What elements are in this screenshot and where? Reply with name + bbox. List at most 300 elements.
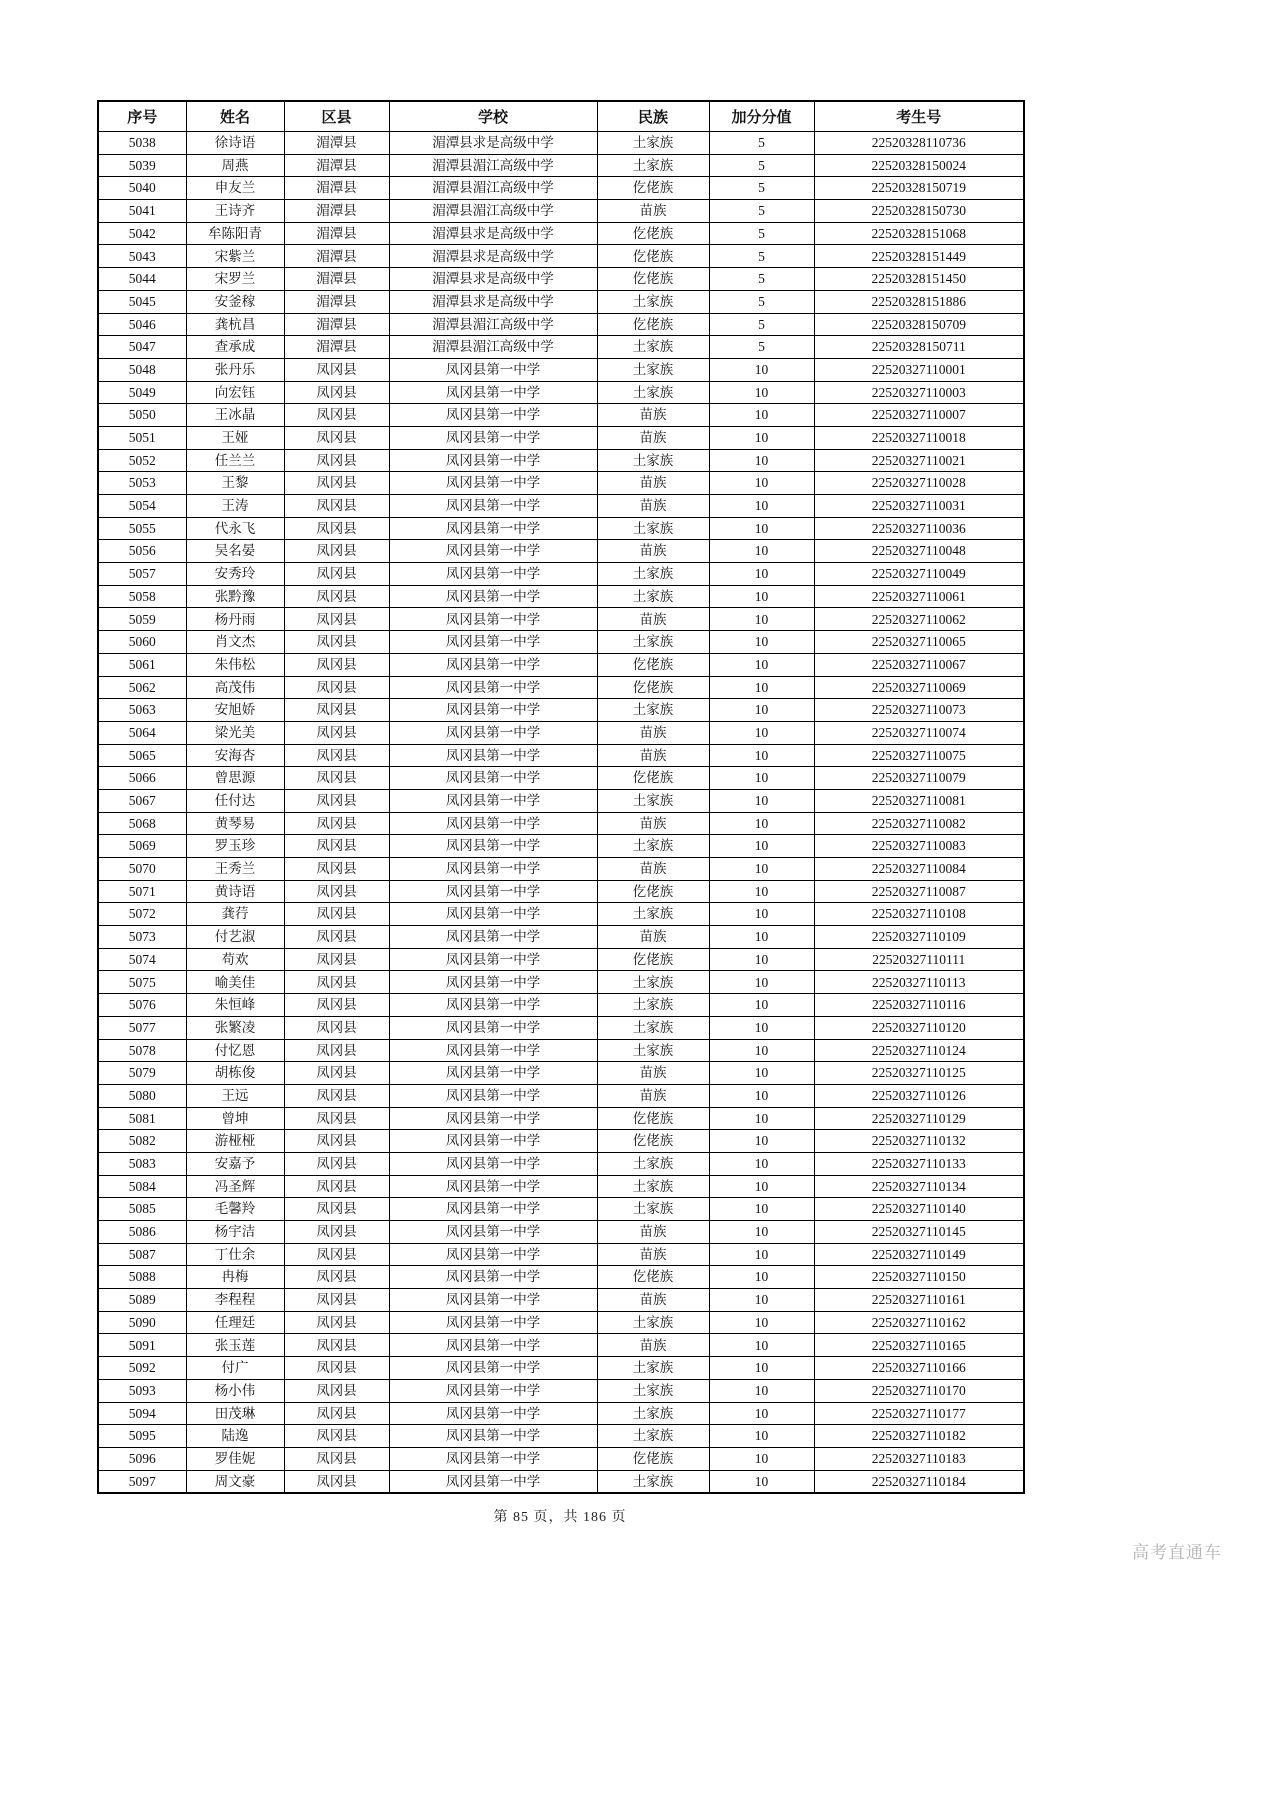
table-cell: 凤冈县 <box>284 926 389 949</box>
table-cell: 22520327110116 <box>814 994 1024 1017</box>
table-cell: 凤冈县第一中学 <box>389 1221 597 1244</box>
table-cell: 5076 <box>98 994 186 1017</box>
table-cell: 凤冈县第一中学 <box>389 540 597 563</box>
table-cell: 10 <box>709 789 814 812</box>
table-cell: 5046 <box>98 313 186 336</box>
table-row <box>98 858 1024 881</box>
table-row <box>98 1198 1024 1221</box>
table-cell: 仡佬族 <box>597 653 709 676</box>
table-cell: 5043 <box>98 245 186 268</box>
table-cell: 5086 <box>98 1221 186 1244</box>
table-cell: 凤冈县 <box>284 517 389 540</box>
table-cell: 凤冈县 <box>284 948 389 971</box>
table-row <box>98 744 1024 767</box>
table-cell: 凤冈县第一中学 <box>389 971 597 994</box>
table-cell: 湄潭县 <box>284 132 389 155</box>
table-cell: 10 <box>709 1447 814 1470</box>
table-row <box>98 381 1024 404</box>
table-cell: 10 <box>709 1084 814 1107</box>
table-cell: 凤冈县 <box>284 449 389 472</box>
table-cell: 22520327110031 <box>814 495 1024 518</box>
table-cell: 10 <box>709 858 814 881</box>
table-row <box>98 789 1024 812</box>
table-cell: 苗族 <box>597 472 709 495</box>
table-cell: 22520327110126 <box>814 1084 1024 1107</box>
table-row <box>98 608 1024 631</box>
table-cell: 10 <box>709 971 814 994</box>
table-cell: 冉梅 <box>186 1266 284 1289</box>
bonus-table-body <box>98 132 1024 1494</box>
table-cell: 5 <box>709 336 814 359</box>
table-cell: 凤冈县第一中学 <box>389 1334 597 1357</box>
table-cell: 凤冈县 <box>284 858 389 881</box>
table-cell: 土家族 <box>597 903 709 926</box>
header-cell: 姓名 <box>186 101 284 132</box>
table-cell: 凤冈县第一中学 <box>389 880 597 903</box>
table-row <box>98 880 1024 903</box>
table-row <box>98 971 1024 994</box>
table-cell: 凤冈县 <box>284 1198 389 1221</box>
table-cell: 22520327110036 <box>814 517 1024 540</box>
table-cell: 田茂琳 <box>186 1402 284 1425</box>
table-cell: 22520328150709 <box>814 313 1024 336</box>
table-cell: 杨宇洁 <box>186 1221 284 1244</box>
table-cell: 凤冈县第一中学 <box>389 1447 597 1470</box>
table-cell: 10 <box>709 744 814 767</box>
table-cell: 22520327110049 <box>814 563 1024 586</box>
table-cell: 凤冈县第一中学 <box>389 699 597 722</box>
table-row <box>98 517 1024 540</box>
table-cell: 王涛 <box>186 495 284 518</box>
table-cell: 5051 <box>98 426 186 449</box>
table-cell: 凤冈县 <box>284 358 389 381</box>
table-cell: 凤冈县第一中学 <box>389 1130 597 1153</box>
table-cell: 湄潭县 <box>284 154 389 177</box>
table-cell: 凤冈县第一中学 <box>389 1402 597 1425</box>
table-cell: 仡佬族 <box>597 313 709 336</box>
table-row <box>98 177 1024 200</box>
table-cell: 5047 <box>98 336 186 359</box>
table-cell: 凤冈县第一中学 <box>389 1266 597 1289</box>
table-cell: 向宏钰 <box>186 381 284 404</box>
table-cell: 张丹乐 <box>186 358 284 381</box>
table-row <box>98 336 1024 359</box>
table-cell: 付忆恩 <box>186 1039 284 1062</box>
table-cell: 仡佬族 <box>597 222 709 245</box>
table-cell: 苗族 <box>597 200 709 223</box>
table-row <box>98 200 1024 223</box>
table-cell: 22520327110132 <box>814 1130 1024 1153</box>
table-cell: 苗族 <box>597 858 709 881</box>
table-cell: 5067 <box>98 789 186 812</box>
bonus-points-roster-table <box>97 100 1025 1494</box>
table-cell: 5050 <box>98 404 186 427</box>
table-cell: 湄潭县 <box>284 290 389 313</box>
table-cell: 杨丹雨 <box>186 608 284 631</box>
table-cell: 10 <box>709 563 814 586</box>
header-cell: 民族 <box>597 101 709 132</box>
table-cell: 10 <box>709 880 814 903</box>
table-cell: 胡栋俊 <box>186 1062 284 1085</box>
table-cell: 土家族 <box>597 132 709 155</box>
table-cell: 22520327110150 <box>814 1266 1024 1289</box>
table-cell: 5042 <box>98 222 186 245</box>
table-cell: 10 <box>709 1357 814 1380</box>
table-cell: 安海杏 <box>186 744 284 767</box>
table-cell: 凤冈县第一中学 <box>389 994 597 1017</box>
table-cell: 22520328151450 <box>814 268 1024 291</box>
table-row <box>98 1130 1024 1153</box>
table-cell: 22520327110124 <box>814 1039 1024 1062</box>
table-cell: 仡佬族 <box>597 1266 709 1289</box>
header-cell: 序号 <box>98 101 186 132</box>
table-cell: 凤冈县 <box>284 381 389 404</box>
table-cell: 10 <box>709 381 814 404</box>
table-cell: 湄潭县求是高级中学 <box>389 290 597 313</box>
table-cell: 5096 <box>98 1447 186 1470</box>
table-cell: 凤冈县 <box>284 495 389 518</box>
table-row <box>98 994 1024 1017</box>
table-cell: 5065 <box>98 744 186 767</box>
table-cell: 仡佬族 <box>597 1447 709 1470</box>
table-cell: 徐诗语 <box>186 132 284 155</box>
table-row <box>98 268 1024 291</box>
table-cell: 10 <box>709 1243 814 1266</box>
table-cell: 凤冈县 <box>284 1402 389 1425</box>
table-cell: 凤冈县 <box>284 1266 389 1289</box>
table-cell: 凤冈县 <box>284 540 389 563</box>
table-cell: 凤冈县第一中学 <box>389 858 597 881</box>
table-cell: 10 <box>709 517 814 540</box>
table-cell: 5091 <box>98 1334 186 1357</box>
table-cell: 22520327110079 <box>814 767 1024 790</box>
table-cell: 凤冈县第一中学 <box>389 631 597 654</box>
table-cell: 凤冈县第一中学 <box>389 1379 597 1402</box>
table-cell: 王黎 <box>186 472 284 495</box>
table-cell: 凤冈县第一中学 <box>389 1062 597 1085</box>
table-row <box>98 290 1024 313</box>
table-cell: 凤冈县第一中学 <box>389 789 597 812</box>
table-cell: 5081 <box>98 1107 186 1130</box>
table-cell: 湄潭县 <box>284 222 389 245</box>
table-cell: 湄潭县湄江高级中学 <box>389 200 597 223</box>
table-cell: 10 <box>709 1152 814 1175</box>
table-cell: 10 <box>709 1425 814 1448</box>
table-cell: 10 <box>709 1221 814 1244</box>
table-row <box>98 313 1024 336</box>
table-cell: 22520328150719 <box>814 177 1024 200</box>
table-cell: 湄潭县 <box>284 177 389 200</box>
table-cell: 苗族 <box>597 1289 709 1312</box>
table-cell: 5083 <box>98 1152 186 1175</box>
table-cell: 5092 <box>98 1357 186 1380</box>
table-cell: 仡佬族 <box>597 245 709 268</box>
table-cell: 5064 <box>98 721 186 744</box>
table-cell: 5094 <box>98 1402 186 1425</box>
table-cell: 5054 <box>98 495 186 518</box>
table-cell: 10 <box>709 1039 814 1062</box>
table-cell: 任付达 <box>186 789 284 812</box>
table-row <box>98 1425 1024 1448</box>
table-cell: 凤冈县第一中学 <box>389 472 597 495</box>
table-cell: 5 <box>709 200 814 223</box>
table-cell: 10 <box>709 449 814 472</box>
table-cell: 凤冈县 <box>284 789 389 812</box>
table-cell: 22520327110161 <box>814 1289 1024 1312</box>
table-cell: 任兰兰 <box>186 449 284 472</box>
table-cell: 查承成 <box>186 336 284 359</box>
table-cell: 代永飞 <box>186 517 284 540</box>
table-cell: 22520327110074 <box>814 721 1024 744</box>
table-cell: 湄潭县 <box>284 336 389 359</box>
table-cell: 曾坤 <box>186 1107 284 1130</box>
table-cell: 湄潭县 <box>284 268 389 291</box>
table-row <box>98 1062 1024 1085</box>
table-cell: 凤冈县 <box>284 1039 389 1062</box>
table-cell: 凤冈县 <box>284 767 389 790</box>
table-cell: 曾思源 <box>186 767 284 790</box>
table-row <box>98 1039 1024 1062</box>
table-cell: 5068 <box>98 812 186 835</box>
table-row <box>98 404 1024 427</box>
table-cell: 仡佬族 <box>597 1130 709 1153</box>
table-cell: 李程程 <box>186 1289 284 1312</box>
table-cell: 22520327110003 <box>814 381 1024 404</box>
table-cell: 22520327110021 <box>814 449 1024 472</box>
table-row <box>98 1152 1024 1175</box>
table-cell: 凤冈县 <box>284 1062 389 1085</box>
table-cell: 5084 <box>98 1175 186 1198</box>
table-cell: 10 <box>709 1107 814 1130</box>
table-row <box>98 699 1024 722</box>
table-cell: 5055 <box>98 517 186 540</box>
table-cell: 5048 <box>98 358 186 381</box>
table-row <box>98 1334 1024 1357</box>
table-cell: 苗族 <box>597 1243 709 1266</box>
table-cell: 凤冈县 <box>284 971 389 994</box>
table-cell: 10 <box>709 948 814 971</box>
table-cell: 22520327110177 <box>814 1402 1024 1425</box>
table-cell: 湄潭县湄江高级中学 <box>389 313 597 336</box>
table-cell: 10 <box>709 404 814 427</box>
table-cell: 土家族 <box>597 1198 709 1221</box>
table-cell: 仡佬族 <box>597 268 709 291</box>
table-cell: 5079 <box>98 1062 186 1085</box>
table-row <box>98 1107 1024 1130</box>
table-row <box>98 653 1024 676</box>
table-cell: 22520327110073 <box>814 699 1024 722</box>
table-cell: 5053 <box>98 472 186 495</box>
table-cell: 凤冈县 <box>284 563 389 586</box>
table-cell: 22520327110182 <box>814 1425 1024 1448</box>
table-cell: 5097 <box>98 1470 186 1493</box>
table-cell: 5058 <box>98 585 186 608</box>
table-cell: 凤冈县 <box>284 608 389 631</box>
table-cell: 10 <box>709 994 814 1017</box>
table-cell: 5063 <box>98 699 186 722</box>
header-cell: 考生号 <box>814 101 1024 132</box>
table-row <box>98 1470 1024 1493</box>
table-row <box>98 1266 1024 1289</box>
table-cell: 10 <box>709 767 814 790</box>
table-cell: 肖文杰 <box>186 631 284 654</box>
table-cell: 湄潭县求是高级中学 <box>389 268 597 291</box>
table-cell: 22520327110133 <box>814 1152 1024 1175</box>
table-row <box>98 1402 1024 1425</box>
table-cell: 王冰晶 <box>186 404 284 427</box>
table-cell: 苗族 <box>597 721 709 744</box>
table-cell: 土家族 <box>597 1402 709 1425</box>
table-cell: 凤冈县 <box>284 1357 389 1380</box>
table-cell: 宋紫兰 <box>186 245 284 268</box>
table-cell: 杨小伟 <box>186 1379 284 1402</box>
table-cell: 10 <box>709 426 814 449</box>
table-cell: 22520327110109 <box>814 926 1024 949</box>
table-cell: 安秀玲 <box>186 563 284 586</box>
table-cell: 10 <box>709 699 814 722</box>
table-cell: 凤冈县 <box>284 1311 389 1334</box>
table-cell: 凤冈县第一中学 <box>389 426 597 449</box>
table-row <box>98 1379 1024 1402</box>
table-cell: 凤冈县第一中学 <box>389 1039 597 1062</box>
table-cell: 土家族 <box>597 1175 709 1198</box>
table-cell: 凤冈县 <box>284 1334 389 1357</box>
table-cell: 凤冈县 <box>284 880 389 903</box>
table-cell: 5045 <box>98 290 186 313</box>
table-row <box>98 835 1024 858</box>
table-cell: 凤冈县 <box>284 404 389 427</box>
table-cell: 5 <box>709 313 814 336</box>
table-cell: 凤冈县第一中学 <box>389 1152 597 1175</box>
table-cell: 10 <box>709 1266 814 1289</box>
table-cell: 凤冈县 <box>284 1107 389 1130</box>
table-cell: 凤冈县第一中学 <box>389 358 597 381</box>
table-cell: 凤冈县第一中学 <box>389 1107 597 1130</box>
table-cell: 22520327110083 <box>814 835 1024 858</box>
table-row <box>98 1084 1024 1107</box>
table-row <box>98 721 1024 744</box>
table-cell: 冯圣辉 <box>186 1175 284 1198</box>
table-cell: 5 <box>709 154 814 177</box>
table-cell: 高茂伟 <box>186 676 284 699</box>
table-cell: 22520327110125 <box>814 1062 1024 1085</box>
table-cell: 付广 <box>186 1357 284 1380</box>
table-cell: 凤冈县第一中学 <box>389 653 597 676</box>
table-cell: 凤冈县 <box>284 1447 389 1470</box>
table-row <box>98 449 1024 472</box>
table-cell: 土家族 <box>597 585 709 608</box>
table-cell: 游桠桠 <box>186 1130 284 1153</box>
table-cell: 凤冈县第一中学 <box>389 608 597 631</box>
table-cell: 土家族 <box>597 1470 709 1493</box>
table-cell: 凤冈县 <box>284 1470 389 1493</box>
table-cell: 22520328150711 <box>814 336 1024 359</box>
table-cell: 土家族 <box>597 449 709 472</box>
header-cell: 学校 <box>389 101 597 132</box>
table-cell: 22520327110140 <box>814 1198 1024 1221</box>
table-cell: 土家族 <box>597 699 709 722</box>
table-cell: 凤冈县 <box>284 426 389 449</box>
table-cell: 22520327110113 <box>814 971 1024 994</box>
table-cell: 苟欢 <box>186 948 284 971</box>
table-cell: 22520327110166 <box>814 1357 1024 1380</box>
table-cell: 毛馨羚 <box>186 1198 284 1221</box>
table-cell: 10 <box>709 676 814 699</box>
table-cell: 5 <box>709 177 814 200</box>
table-row <box>98 585 1024 608</box>
table-cell: 22520327110120 <box>814 1016 1024 1039</box>
table-cell: 凤冈县第一中学 <box>389 585 597 608</box>
table-cell: 凤冈县第一中学 <box>389 835 597 858</box>
table-cell: 凤冈县 <box>284 1243 389 1266</box>
table-cell: 凤冈县 <box>284 1016 389 1039</box>
table-row <box>98 132 1024 155</box>
table-cell: 22520327110149 <box>814 1243 1024 1266</box>
table-cell: 吴名晏 <box>186 540 284 563</box>
table-cell: 5052 <box>98 449 186 472</box>
table-cell: 凤冈县 <box>284 585 389 608</box>
table-row <box>98 358 1024 381</box>
table-cell: 苗族 <box>597 1334 709 1357</box>
table-cell: 土家族 <box>597 994 709 1017</box>
table-cell: 苗族 <box>597 495 709 518</box>
table-cell: 22520328151886 <box>814 290 1024 313</box>
table-cell: 5066 <box>98 767 186 790</box>
roster-table-container <box>97 100 1023 1494</box>
table-cell: 仡佬族 <box>597 767 709 790</box>
table-cell: 5049 <box>98 381 186 404</box>
table-cell: 22520327110162 <box>814 1311 1024 1334</box>
table-cell: 22520328150024 <box>814 154 1024 177</box>
table-cell: 湄潭县湄江高级中学 <box>389 336 597 359</box>
table-cell: 周文豪 <box>186 1470 284 1493</box>
table-cell: 土家族 <box>597 1039 709 1062</box>
header-cell: 加分分值 <box>709 101 814 132</box>
table-cell: 5 <box>709 245 814 268</box>
table-cell: 凤冈县 <box>284 903 389 926</box>
table-cell: 5087 <box>98 1243 186 1266</box>
table-cell: 湄潭县求是高级中学 <box>389 245 597 268</box>
table-cell: 10 <box>709 1062 814 1085</box>
table-cell: 陆逸 <box>186 1425 284 1448</box>
table-cell: 5075 <box>98 971 186 994</box>
table-cell: 22520327110170 <box>814 1379 1024 1402</box>
table-cell: 5044 <box>98 268 186 291</box>
table-cell: 凤冈县第一中学 <box>389 449 597 472</box>
table-row <box>98 676 1024 699</box>
table-cell: 22520327110084 <box>814 858 1024 881</box>
table-cell: 凤冈县 <box>284 676 389 699</box>
table-cell: 10 <box>709 1470 814 1493</box>
table-cell: 王诗齐 <box>186 200 284 223</box>
table-cell: 凤冈县第一中学 <box>389 1311 597 1334</box>
table-cell: 梁光美 <box>186 721 284 744</box>
table-cell: 土家族 <box>597 971 709 994</box>
table-cell: 5069 <box>98 835 186 858</box>
table-cell: 凤冈县 <box>284 653 389 676</box>
table-cell: 黄诗语 <box>186 880 284 903</box>
table-cell: 凤冈县第一中学 <box>389 563 597 586</box>
table-cell: 湄潭县湄江高级中学 <box>389 177 597 200</box>
table-cell: 苗族 <box>597 540 709 563</box>
watermark-text: 高考直通车 <box>1132 1543 1222 1562</box>
table-cell: 申友兰 <box>186 177 284 200</box>
table-cell: 22520327110062 <box>814 608 1024 631</box>
table-header <box>98 101 1024 132</box>
table-cell: 土家族 <box>597 358 709 381</box>
table-cell: 10 <box>709 472 814 495</box>
table-cell: 土家族 <box>597 563 709 586</box>
